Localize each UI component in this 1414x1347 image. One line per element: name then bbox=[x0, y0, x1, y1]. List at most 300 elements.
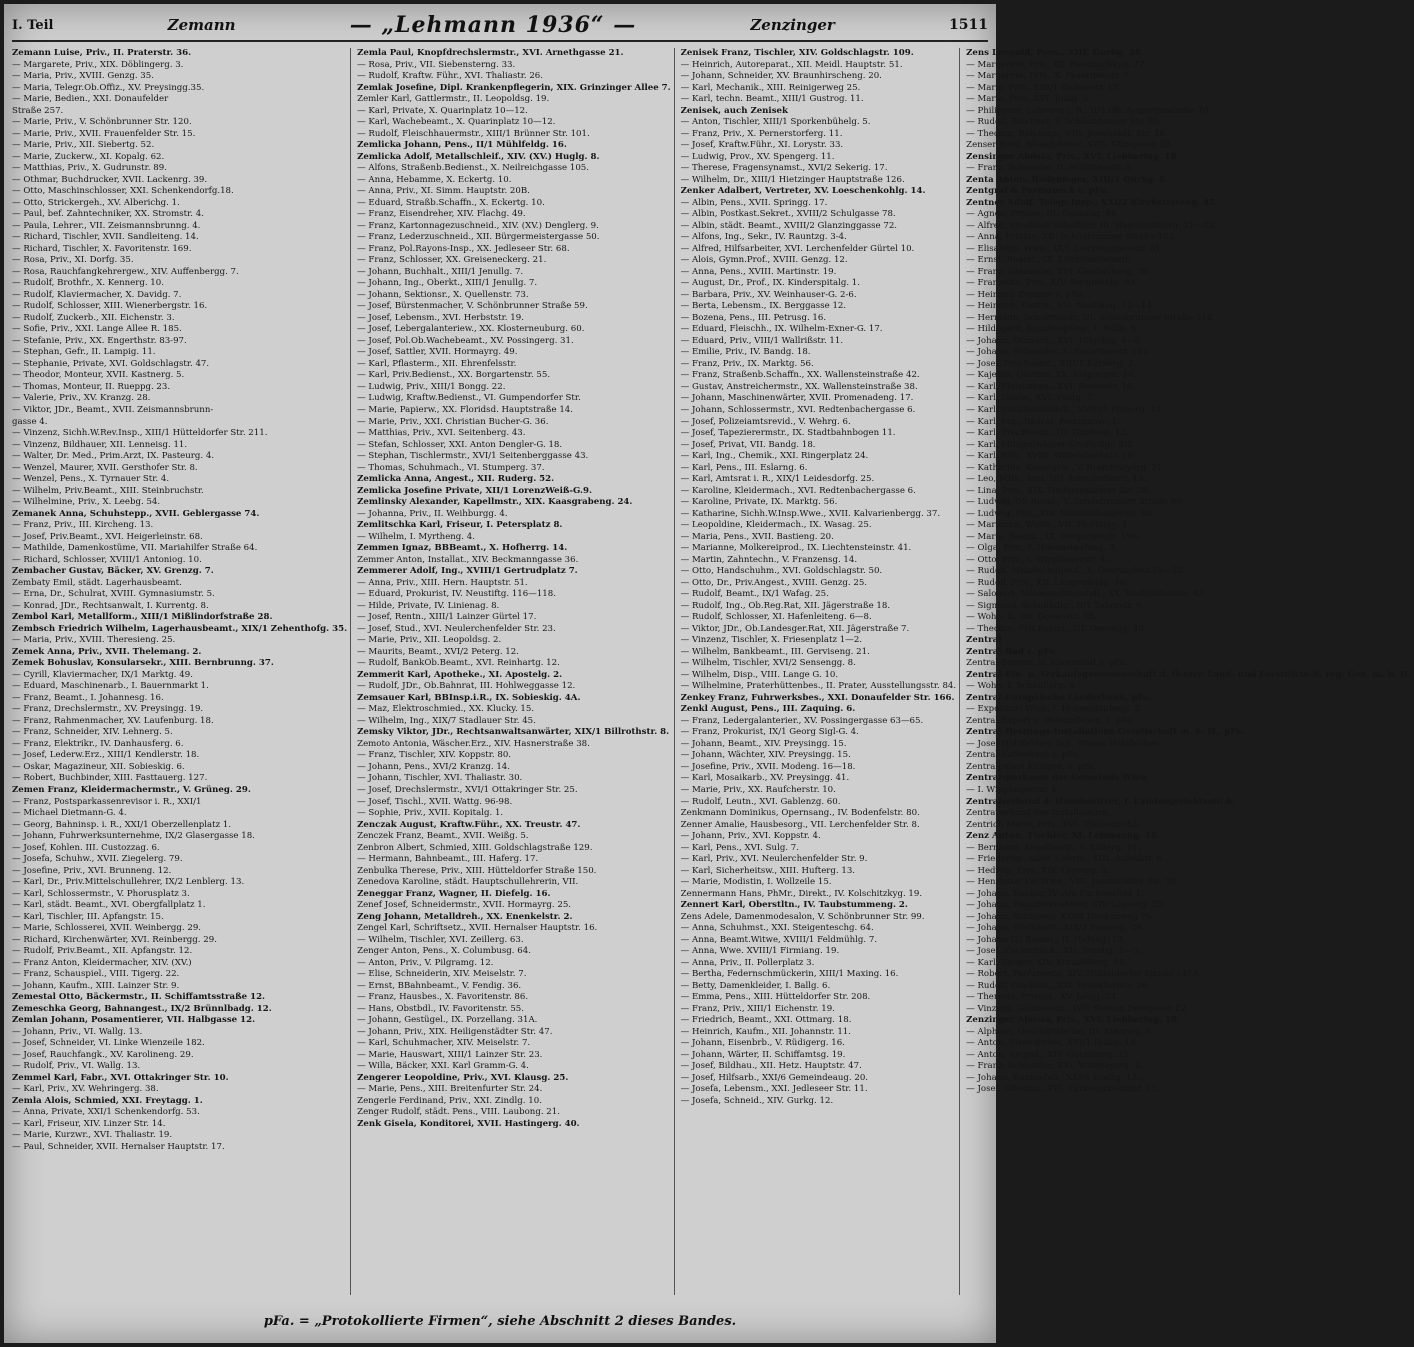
directory-entry: — Heinrich, Kaufm., VII. Neubaug. 12—14. bbox=[966, 301, 1155, 312]
directory-entry-head: Zemsky Viktor, JDr., Rechtsanwaltsanwärter, XIX/1 Billrothstr. 8. bbox=[357, 727, 670, 738]
directory-entry: — Georg, Bahninsp. i. R., XXI/1 Oberzellenplatz 1. bbox=[12, 819, 232, 830]
directory-entry: — Theodor, Ran.Insp., VIII. Josefstädt. Str. 16. bbox=[966, 128, 1168, 139]
directory-entry: — Elise, Schneiderin, XIV. Meiselstr. 7. bbox=[357, 969, 527, 980]
directory-entry: — Karl, Priv., XV. Wehringerg. 38. bbox=[12, 1084, 159, 1095]
directory-entry-head: Zenz Anton, Tischler, XI. Lehmanng. 16. bbox=[966, 831, 1160, 842]
directory-entry: — Karl, Priv.Beamt., III. Guldeng. 12. bbox=[966, 428, 1129, 439]
directory-entry: — Ernst, Beamt., IX. Liechtensteinstr. bbox=[966, 255, 1131, 266]
directory-entry-head: Zemek Bohuslav, Konsularsekr., XIII. Bernbrunng. 37. bbox=[12, 658, 274, 669]
directory-entry: — Karl, Pens., III. Eslarng. 6. bbox=[680, 462, 808, 473]
first-entry-guide-word: Zemann bbox=[167, 16, 236, 34]
directory-entry: — Erna, Dr., Schulrat, XVIII. Gymnasiumstr. 5. bbox=[12, 589, 215, 600]
directory-entry: — Josef, Bürstenmacher, V. Schönbrunner Straße 59. bbox=[357, 301, 588, 312]
directory-entry: — Margarete, Priv., X. Favoritenstr. 7. bbox=[966, 71, 1132, 82]
directory-entry: — Rudolf, Beamt., IX/1 Wafag. 25. bbox=[680, 589, 829, 600]
directory-entry: — Alfons, Ing., Sekr., IV. Rauntzg. 3-4. bbox=[680, 232, 847, 243]
directory-entry: — Kajetan, Gärtner, XX. Kolpingstr. 18. bbox=[966, 370, 1137, 381]
directory-entry: — Karl, Priv.Bedienst., XX. Borgartenstr. 55. bbox=[357, 370, 551, 381]
directory-entry: — Othmar, Buchdrucker, XVII. Lackenrg. 39. bbox=[12, 174, 208, 185]
directory-entry: — Johann, Eisenbrb., V. Rüdigerg. 16. bbox=[680, 1038, 845, 1049]
directory-entry: — Rudolf, Klaviermacher, X. Davidg. 7. bbox=[12, 289, 182, 300]
directory-entry: — Otto, Handschuhm., XVI. Goldschlagstr. 50. bbox=[680, 566, 883, 577]
directory-entry: — Otto, Dr., Priv.Angest., XVIII. Genzg. 25. bbox=[680, 577, 868, 588]
directory-entry: — Josef, Schneider, VI. Linke Wienzeile 182. bbox=[12, 1038, 205, 1049]
directory-entry: — Bozena, Pens., III. Petrusg. 16. bbox=[680, 312, 827, 323]
entry-columns bbox=[12, 48, 1411, 1295]
directory-entry: — Franz, Priv., XIII/1 Eichenstr. 19. bbox=[680, 1003, 835, 1014]
directory-entry: — Johanna, Priv., II. Weihburgg. 4. bbox=[357, 508, 508, 519]
directory-entry: — Rudolf, Glasbläs., XXI. Frankfurtstr. 26. bbox=[966, 980, 1150, 991]
directory-entry: — Marie, Priv., XII. Leopoldsg. 2. bbox=[357, 635, 502, 646]
directory-entry: — Marie, Modistin, I. Wollzeile 15. bbox=[680, 877, 832, 888]
directory-entry: — Maria, Priv., XVIII. Theresieng. 25. bbox=[12, 635, 176, 646]
directory-entry: — Willa, Bäcker, XXI. Karl Gramm-G. 4. bbox=[357, 1061, 529, 1072]
directory-entry: — Wilhelm, Disp., VIII. Lange G. 10. bbox=[680, 669, 839, 680]
directory-entry: — Karl, Schlossermstr., V. Phorusplatz 3. bbox=[12, 888, 190, 899]
directory-entry-head: Zens Leopold, Pens., XIII. Gurkg. 28. bbox=[966, 48, 1144, 58]
directory-entry-head: Zemlinsky Alexander, Kapellmstr., XIX. Kaasgrabeng. 24. bbox=[357, 497, 633, 508]
column-1 bbox=[12, 48, 351, 1295]
directory-entry-head: Zenk Gisela, Konditorei, XVII. Hastingerg. 40. bbox=[357, 1118, 580, 1129]
directory-entry: — Konrad, JDr., Rechtsanwalt, I. Kurrentg. 8. bbox=[12, 600, 209, 611]
directory-entry: — Oskar, Magazineur, XII. Sobieskig. 6. bbox=[12, 761, 185, 772]
directory-entry: — Ludwig, Priv., XIII/1 Bongg. 22. bbox=[357, 381, 506, 392]
directory-entry: — Richard, Kirchenwärter, XVI. Reinbergg. 29. bbox=[12, 934, 217, 945]
directory-entry: — Karl, Installationsleit., XVIII/1 Plenerg. 11. bbox=[966, 404, 1164, 415]
directory-entry: — Anna, Beamt.Witwe, XVIII/1 Feldmühlg. 7. bbox=[680, 934, 878, 945]
directory-entry: — Otto, Maschinschlosser, XXI. Schenkendorfg.18. bbox=[12, 186, 234, 197]
directory-entry: — Franz, Postsparkassenrevisor i. R., XXI/1 bbox=[12, 796, 202, 807]
directory-entry: — Johann, Tischler, XVI. Thaliastr. 30. bbox=[357, 773, 523, 784]
directory-entry-head: Zensinger Aloisia, Priv., XVI. Liebhartsg. 18. bbox=[966, 151, 1180, 162]
directory-entry: — Emma, Pens., XIII. Hütteldorfer Str. 208. bbox=[680, 992, 871, 1003]
directory-page bbox=[4, 4, 1411, 1343]
directory-entry: — Johann, Buchhalt., XIII/1 Jenullg. 7. bbox=[357, 266, 524, 277]
directory-entry: — Eduard, Fleischh., IX. Wilhelm-Exner-G. 17. bbox=[680, 324, 883, 335]
directory-entry: — Hermann, Bahnbeamt., III. Haferg. 17. bbox=[357, 854, 539, 865]
directory-entry: — Henriette, Dir.Wwe., VIII. Josefstädter Str. 70. bbox=[966, 877, 1179, 888]
directory-entry: — Rudolf, Kraftw. Führ., XVI. Thaliastr. 26. bbox=[357, 71, 544, 82]
directory-entry: — Maria, Priv., XVI. Justg. 5. bbox=[966, 94, 1091, 105]
directory-entry: — Johann, Werkmstr., XIX/2 Panzerg. 29. bbox=[966, 923, 1145, 934]
directory-entry: — Sofie, Priv., XXI. Lange Allee R. 185. bbox=[12, 324, 182, 335]
directory-entry: — Franz, Prokurist, IX/1 Georg Sigl-G. 4. bbox=[680, 727, 859, 738]
directory-entry-head: Zenta Anton, Bodenleger, XIII/1 Gurkg. 6. bbox=[966, 174, 1169, 185]
directory-entry: — Johann, Priv., XIX. Heiligenstädter Str. 47. bbox=[357, 1026, 553, 1037]
directory-entry: — Josefa, Schuhw., XVII. Ziegelerg. 79. bbox=[12, 854, 183, 865]
directory-entry-head: Zemmen Ignaz, BBBeamt., X. Hofherrg. 14. bbox=[357, 543, 568, 554]
directory-entry: — Wohn. II. Ob. Donaustr. 3B. bbox=[966, 612, 1097, 623]
directory-entry-head: Zenisek, auch Zenisek bbox=[680, 105, 788, 116]
directory-entry: — Wilhelm, Dr., XIII/1 Hietzinger Hauptstraße 126. bbox=[680, 174, 905, 185]
directory-entry-head: Zenkl August, Pens., III. Zaquing. 6. bbox=[680, 704, 856, 715]
page-header bbox=[12, 10, 988, 42]
directory-entry: Zenbron Albert, Schmied, XIII. Goldschlagstraße 129. bbox=[357, 842, 593, 853]
directory-entry: — Ernst, BBahnbeamt., V. Fendig. 36. bbox=[357, 980, 522, 991]
directory-entry: — Therese, Fragensynamst., XVI/2 Sekerig. 17. bbox=[680, 163, 888, 174]
directory-entry: — Josef, Drechslermstr., XVI/1 Ottakringer Str. 25. bbox=[357, 785, 578, 795]
directory-entry: — Josef, Tapezierermstr., IX. Stadtbahnbogen 11. bbox=[680, 428, 896, 439]
directory-entry: — Karl, Sicherheitsw., XIII. Hufterg. 13. bbox=[680, 865, 856, 876]
directory-entry: — Karoline, Kleidermach., XVI. Redtenbachergasse 6. bbox=[680, 485, 916, 496]
directory-entry-head: Zengerer Leopoldine, Priv., XVI. Klausg. 25. bbox=[357, 1072, 569, 1083]
running-title: — „Lehmann 1936“ — bbox=[349, 12, 637, 38]
directory-entry: — Josefa, Schneid., XIV. Gurkg. 12. bbox=[680, 1095, 834, 1106]
directory-entry-head: Zemestal Otto, Bäckermstr., II. Schiffamtsstraße 12. bbox=[12, 992, 266, 1003]
directory-entry: — Josef, Bildhau., XII. Hetz. Hauptstr. 47. bbox=[680, 1061, 862, 1072]
directory-entry: — Rudolf, Schlosser, XIII. Wienerbergstr. 16. bbox=[12, 301, 208, 312]
directory-entry-head: Zenker Adalbert, Vertreter, XV. Loeschenkohlg. 14. bbox=[680, 186, 926, 197]
directory-entry: — Michael Dietmann-G. 4. bbox=[12, 808, 127, 819]
directory-entry: — Expositur: Wien, I. Hohenstaufeng. 3. bbox=[966, 704, 1142, 715]
directory-entry: — Marianne, Molkereiprod., IX. Liechtensteinstr. 41. bbox=[680, 543, 912, 554]
directory-entry: Zengel Karl, Schriftsetz., XVII. Hernalser Hauptstr. 16. bbox=[357, 923, 598, 934]
last-entry-guide-word: Zenzinger bbox=[750, 16, 835, 34]
directory-entry: — Marie, Priv., XXI. Christian Bucher-G. 36. bbox=[357, 416, 549, 427]
directory-entry: — Katharine, Sichh.W.Insp.Wwe., XVII. Kalvarienbergg. 37. bbox=[680, 508, 941, 519]
directory-entry: — Agnes, Private, III. Geusaug. 46. bbox=[966, 209, 1120, 220]
directory-entry-head: Zemmel Karl, Fabr., XVI. Ottakringer Str. 10. bbox=[12, 1072, 229, 1083]
directory-entry: Zemoto Antonia, Wäscher.Erz., XIV. Hasnerstraße 38. bbox=[357, 738, 590, 749]
directory-entry: — Franz, Pol.Rayons-Insp., XX. Jedleseer Str. 68. bbox=[357, 243, 570, 254]
directory-entry: — Anton, Angest., XIV. Gutmanng. 11. bbox=[966, 1049, 1132, 1060]
directory-entry: — Marie, Schlosserei, XVII. Weinbergg. 29. bbox=[12, 923, 202, 934]
directory-entry: — Barbara, Priv., XV. Weinhauser-G. 2-6. bbox=[680, 289, 857, 300]
directory-entry: — Theodor, Monteur, XVII. Kastnerg. 5. bbox=[12, 370, 185, 381]
directory-entry: — Franz, Glasmaler, XVI. Gaullacherg. 38. bbox=[966, 266, 1151, 277]
directory-entry: — Franz, Hausbes., X. Favoritenstr. 86. bbox=[357, 992, 529, 1003]
directory-entry-head: Zemla Paul, Knopfdrechslermstr., XVI. Arnethgasse 21. bbox=[357, 48, 624, 58]
directory-entry: Zentralpalast Kinoges. s. pFa. bbox=[966, 761, 1097, 772]
directory-entry: — Franz Anton, Kleidermacher, XIV. (XV.) bbox=[12, 957, 192, 968]
directory-entry-head: Zenzinger Aloisia, Priv., XVI. Liebhartsg. 18. bbox=[966, 1015, 1180, 1026]
directory-entry-head: Zemlicka Josefine Private, XII/1 LorenzWeiß-G.9. bbox=[357, 485, 592, 496]
directory-entry: Zentral-Kaffeehaus s. pFa. bbox=[966, 750, 1081, 761]
directory-entry: — Albin, Postkast.Sekret., XVIII/2 Schulgasse 78. bbox=[680, 209, 896, 220]
directory-entry: — Rosa, Priv., VII. Siebensterng. 33. bbox=[357, 59, 516, 70]
directory-entry: — Johann, Ing., Oberkt., XIII/1 Jenullg. 7. bbox=[357, 278, 538, 289]
directory-entry: Zenser Josef, Blasausfeher, XVII. Gilmgasse 30. bbox=[966, 140, 1173, 151]
directory-entry: — Franz, Straßenb.Schaffn., XX. Wallensteinstraße 42. bbox=[680, 370, 920, 381]
directory-entry: — Marie, Kurzwr., XVI. Thaliastr. 19. bbox=[12, 1130, 173, 1141]
directory-entry: — Johann, Priv., VI. Wallg. 13. bbox=[12, 1026, 143, 1037]
directory-entry: — Alfons, Straßenb.Bedienst., X. Neilreichgasse 105. bbox=[357, 163, 590, 174]
directory-entry: — Eduard, Priv., VIII/1 Wallrißstr. 11. bbox=[680, 335, 844, 346]
directory-entry-head: Zemek Anna, Priv., XVII. Thelemang. 2. bbox=[12, 646, 202, 657]
directory-entry: gasse 4. bbox=[12, 416, 48, 427]
directory-entry: — Johann, Bäcker, IV. Am Fuchsenfeld 1. bbox=[966, 888, 1144, 899]
directory-entry: — Viktor, JDr., Beamt., XVII. Zeismannsbrunn- bbox=[12, 404, 214, 415]
directory-entry-head: Zentral bbox=[966, 635, 1002, 646]
directory-entry: — Wohn. I. Schauflerg. 6. bbox=[966, 681, 1078, 692]
directory-entry: — Johann, Kaufm., XIII. Lainzer Str. 9. bbox=[12, 980, 180, 991]
directory-entry: — Franz, Beamt., I. Johannesg. 16. bbox=[12, 692, 164, 703]
directory-entry-head: Zenkey Franz, Fuhrwerksbes., XXI. Donaufelder Str. 166. bbox=[680, 692, 955, 703]
directory-entry: — Rudolf, Leutn., XVI. Gablenzg. 60. bbox=[680, 796, 841, 807]
directory-entry: — Marie, Priv., XII. Siebertg. 52. bbox=[12, 140, 155, 151]
directory-entry: — I. Wipplingerstr. 4. bbox=[966, 785, 1060, 795]
directory-entry: — Marie, Bedien., XXI. Donaufelder bbox=[12, 94, 169, 105]
directory-entry: — Vinzenz, Bildhauer, XII. Lenneisg. 11. bbox=[12, 439, 188, 450]
directory-entry: — Karl, Dr., Priv.Mittelschullehrer, IX/2 Lenblerg. 13. bbox=[12, 877, 245, 888]
directory-entry: — Wenzel, Maurer, XVII. Gersthofer Str. 8. bbox=[12, 462, 198, 473]
directory-entry: — Hans, Obstbdl., IV. Favoritenstr. 55. bbox=[357, 1003, 524, 1014]
directory-entry: — Ludwig, Kraftw.Bedienst., VI. Gumpendorfer Str. bbox=[357, 393, 581, 404]
directory-entry: — Leopoldine, Kleidermach., IX. Wasag. 25. bbox=[680, 520, 872, 531]
directory-entry-head: Zeneggar Franz, Wagner, II. Diefelg. 16. bbox=[357, 888, 551, 899]
directory-entry: — Salomon, Nähmaschinenhdl., XX. Wallensteinstr. 42. bbox=[966, 589, 1207, 600]
directory-entry: — Wilhelm, Tischler, XVI/2 Sensengg. 8. bbox=[680, 658, 856, 669]
directory-entry: — Friederike, städt. Lehrer., XIII. Auhofstr. 6. bbox=[966, 854, 1165, 865]
directory-entry: Zenger Rudolf, städt. Pens., VIII. Laubong. 21. bbox=[357, 1107, 560, 1118]
directory-entry: — Katharina, Kunstgew., V. Brandmayerg. 21. bbox=[966, 462, 1166, 473]
column-4 bbox=[966, 48, 1414, 1295]
directory-entry: — Johann, Kaninnfab., XXI/4 Kraftg. 12. bbox=[966, 1072, 1140, 1083]
directory-entry-head: Zentral-Bad s. pFa. bbox=[966, 646, 1058, 657]
directory-entry: — Anna, Pens., XVIII. Martinstr. 19. bbox=[680, 266, 837, 277]
directory-entry: Zenbulka Therese, Priv., XIII. Hütteldorfer Straße 150. bbox=[357, 865, 597, 876]
directory-entry: — Josef, Privat, VII. Bandg. 18. bbox=[680, 439, 816, 450]
directory-entry: — Rudolf, BankOb.Beamt., XVI. Reinhartg. 12. bbox=[357, 658, 560, 669]
directory-entry: — Eduard, Prokurist, IV. Neustiftg. 116—118. bbox=[357, 589, 556, 600]
directory-entry: Zemler Karl, Gattlermstr., II. Leopoldsg. 19. bbox=[357, 94, 550, 105]
directory-entry: — Franz, Schneider, II. Schüttaustr. 5. bbox=[966, 163, 1134, 174]
directory-entry: — Johann G., Beamt., II. Hufeng. 13. bbox=[966, 934, 1126, 945]
directory-entry: — Josef, Rauchfangk., XV. Karolineng. 29. bbox=[12, 1049, 194, 1060]
directory-entry: — Wilhelm, Tischler, XVI. Zeillerg. 63. bbox=[357, 934, 524, 945]
directory-entry: — Karl, techn. Beamt., XIII/1 Gustrog. 11. bbox=[680, 94, 864, 105]
directory-entry: — Marie, Papierw., XX. Floridsd. Hauptstraße 14. bbox=[357, 404, 573, 415]
directory-entry: — Anton, Eisendreher, XVI/1 Holzg. 18. bbox=[966, 1038, 1139, 1049]
directory-entry: — Hedwig, Priv., XIV. Leyserg. 3. bbox=[966, 865, 1110, 876]
directory-entry: — Rudolf, Zeichner, V. Schönbrunner Str. 99. bbox=[966, 117, 1162, 128]
directory-entry: — Hermann, Schuhmach., III. Schönbrunner Straße 110. bbox=[966, 312, 1216, 323]
directory-entry: — Bertha, Federnschmückerin, XIII/1 Maxing. 16. bbox=[680, 969, 899, 980]
directory-entry: — Franz, Priv., X. Pernerstorferg. 11. bbox=[680, 128, 843, 139]
directory-entry: — Rudolf, Schlosser, XI. Hafenleiteng. 6—8. bbox=[680, 612, 872, 623]
directory-entry: — Thomas, Monteur, II. Rueppg. 23. bbox=[12, 381, 171, 392]
directory-entry: — Mathilde, Damenkostüme, VII. Mariahilfer Straße 64. bbox=[12, 543, 258, 554]
directory-entry: — Heinrich, Kaufm., XII. Johannstr. 11. bbox=[680, 1026, 851, 1037]
directory-entry-head: Zemla Alois, Schmied, XXI. Freytagg. 1. bbox=[12, 1095, 203, 1106]
directory-entry: — Karl, Schuhmacher, XIV. Meiselstr. 7. bbox=[357, 1038, 531, 1049]
directory-entry: — Anna, Private, XII. Schönbrunner Straße 152. bbox=[966, 232, 1177, 243]
column-3 bbox=[681, 48, 960, 1295]
directory-entry: — Richard, Schlosser, XVIII/1 Antoniog. 10. bbox=[12, 554, 202, 565]
directory-entry: — Marie, Priv., XX. Raufcherstr. 10. bbox=[680, 785, 836, 795]
directory-entry: — Josef, Pol.Ob.Wachebeamt., XV. Possingerg. 31. bbox=[357, 335, 574, 346]
directory-entry: — Betty, Damenkleider, I. Ballg. 6. bbox=[680, 980, 831, 991]
directory-entry: — Karl, Bäcker, XIV. Kottmüllerg. 15. bbox=[966, 957, 1128, 968]
directory-entry: — Sigmund, Schuhhdlg., II/1 Taborstr. 9. bbox=[966, 600, 1145, 611]
directory-entry: — Paul, bef. Zahntechniker, XX. Stromstr. 4. bbox=[12, 209, 204, 220]
directory-entry: — Franz, Ledergalanterier., XV. Possingergasse 63—65. bbox=[680, 715, 924, 726]
directory-entry: — Karl, Mechanik., XIII. Reinigerweg 25. bbox=[680, 82, 861, 93]
directory-entry: — Josef, Rentn., XIII/1 Lainzer Gürtel 17. bbox=[357, 612, 537, 623]
directory-entry: — Johann, Dumach., XVI. Hügelsg. 4—6. bbox=[966, 335, 1143, 346]
directory-entry: — Thomas, Schuhmach., VI. Stumperg. 37. bbox=[357, 462, 545, 473]
directory-entry: — Franz, Kartonnagezuschneid., XIV. (XV.) Denglerg. 9. bbox=[357, 220, 599, 231]
directory-entry: — Josef, Kraftw.Führ., XI. Lorystr. 33. bbox=[680, 140, 844, 151]
directory-entry: — Josef, Tischl., XVII. Wattg. 96-98. bbox=[357, 796, 513, 807]
directory-entry: — Johann, Sektionsr., X. Quellenstr. 73. bbox=[357, 289, 529, 300]
directory-entry: — Karl, Tischler, III. Apfangstr. 15. bbox=[12, 911, 164, 922]
directory-entry: — Heinrich, Autoreparat., XII. Meidl. Hauptstr. 51. bbox=[680, 59, 903, 70]
directory-entry: — Franz, Schlosser, XX. Greiseneckerg. 21. bbox=[357, 255, 547, 266]
directory-entry: — Franz, Rahmenmacher, XV. Laufenburg. 18. bbox=[12, 715, 214, 726]
directory-entry: — Anton, Tischler, XIII/1 Sporkenbühelg. 5. bbox=[680, 117, 871, 128]
directory-entry: — Maria, Priv., XVIII. Genzg. 35. bbox=[12, 71, 154, 82]
directory-entry: — Marie, Hauswart, XIII/1 Lainzer Str. 23. bbox=[357, 1049, 543, 1060]
directory-entry-head: Zemlak Josefine, Dipl. Krankenpflegerin, XIX. Grinzinger Allee 7. bbox=[357, 82, 671, 93]
directory-entry: — Margarete, Priv., XIX. Döblingerg. 3. bbox=[12, 59, 184, 70]
directory-entry: — Karoline, Private, IX. Marktg. 56. bbox=[680, 497, 838, 508]
directory-entry: — Anton, Priv., V. Pilgramg. 12. bbox=[357, 957, 494, 968]
directory-entry-head: Zemmerer Adolf, Ing., XVIII/1 Gertrudplatz 7. bbox=[357, 566, 578, 577]
directory-entry-head: Zemlicka Johann, Pens., II/1 Mühlfeldg. 16. bbox=[357, 140, 567, 151]
directory-entry: — Maurits, Beamt., XVI/2 Peterg. 12. bbox=[357, 646, 519, 657]
directory-entry: — Karl, Ing., Baurat, Patentanw., I. bbox=[966, 416, 1119, 427]
directory-entry: — Josefine, Priv., XVII. Modeng. 16—18. bbox=[680, 761, 856, 772]
directory-entry: — Franz, Schneider, XIV. Lehnerg. 5. bbox=[12, 727, 173, 738]
directory-entry: — Theodor, Priv.Beamt., III. Geusaug. 46. bbox=[966, 623, 1147, 634]
directory-entry-head: Zemsauer Karl, BBInsp.i.R., IX. Sobieskig. 4A. bbox=[357, 692, 581, 703]
directory-entry-head: Zenczak August, Kraftw.Führ., XX. Treustr. 47. bbox=[357, 819, 581, 830]
directory-entry: — Wilhelm, Priv.Beamt., XIII. Steinbruchstr. bbox=[12, 485, 204, 496]
directory-entry: — Josefine, Priv., XVI. Brunneng. 12. bbox=[12, 865, 172, 876]
directory-entry: — Leo, MDr., Arzt, II/1 Arnezhoferstr. 1A. bbox=[966, 474, 1148, 485]
directory-entry-head: Zeng Johann, Metalldreh., XX. Enenkelstr. 2. bbox=[357, 911, 573, 922]
directory-entry: — Rudolf, Priv., XII. Längenfeldg. 16. bbox=[966, 577, 1128, 588]
directory-entry: Zenef Josef, Schneidermstr., XVII. Hormayrg. 25. bbox=[357, 900, 572, 911]
directory-entry: — Elisabeth, Wwe., IX/1 Liechtensteinstr. 81. bbox=[966, 243, 1164, 254]
directory-entry: — Karl, Ing., Chemik., XXI. Ringerplatz 24. bbox=[680, 451, 869, 462]
directory-entry: — Josef, Sattler, XVII. Hormayrg. 49. bbox=[357, 347, 518, 358]
directory-entry: — Johann, Schlosser, XXI/4 Heckenweg 76. bbox=[966, 911, 1155, 922]
directory-entry: Zentrich Marie, Priv., XVI. Thaliastr. 83. bbox=[966, 819, 1141, 830]
directory-entry: — Karl, Pflasterm., XII. Ehrenfelsstr. bbox=[357, 358, 517, 369]
directory-entry: — Margarete, Priv., III. Rasumofskyg. 27. bbox=[966, 59, 1147, 70]
directory-entry-head: Zennert Karl, Oberstltn., IV. Taubstummeng. 2. bbox=[680, 900, 908, 911]
directory-entry: — Maria, Beamt., IX. Borgartenstr. 196. bbox=[966, 531, 1141, 542]
directory-entry: — Marie, Zuckerw., XI. Kopalg. 62. bbox=[12, 151, 165, 162]
directory-entry: — Rudolf, JDr., Ob.Bahnrat, III. Hohlweggasse 12. bbox=[357, 681, 576, 692]
directory-entry: — Rudolf, Fleischhauermstr., XIII/1 Brünner Str. 101. bbox=[357, 128, 590, 139]
directory-entry: — Karl, Fleischhau., XVI. Rosenstr. 16. bbox=[966, 381, 1136, 392]
directory-entry: — Walter, Dr. Med., Prim.Arzt, IX. Pasteurg. 4. bbox=[12, 451, 215, 462]
directory-entry: — Viktor, JDr., Ob.Landesger.Rat, XII. Jägerstraße 7. bbox=[680, 623, 910, 634]
directory-entry-head: Zentral-Europäische Länderbank, pFa. bbox=[966, 692, 1152, 703]
directory-entry: — Johann, Maschinenwärter, XVII. Promenadeng. 17. bbox=[680, 393, 914, 404]
directory-entry: — Rudolf, Brothfr., X. Kennerg. 10. bbox=[12, 278, 164, 289]
directory-entry: Zemmer Anton, Installat., XIV. Beckmanngasse 36. bbox=[357, 554, 579, 565]
directory-entry: — Alois, Gymn.Prof., XVIII. Genzg. 12. bbox=[680, 255, 848, 266]
directory-entry: — Vinzenz, Tischler, X. Friesenplatz 1—2. bbox=[680, 635, 863, 646]
directory-entry: — Albin, Pens., XVII. Springg. 17. bbox=[680, 197, 828, 208]
directory-entry: — Albin, städt. Beamt., XVIII/2 Glanzinggasse 72. bbox=[680, 220, 898, 231]
directory-entry: — Olga, Priv., I. Hohenstaufeng. 3. bbox=[966, 543, 1118, 554]
directory-entry: — Karl, Wachebeamt., X. Quarinplatz 10—12. bbox=[357, 117, 556, 128]
directory-entry: — Eduard, Maschinenarb., I. Bauernmarkt 1. bbox=[12, 681, 209, 692]
directory-entry: — Karl, Priv., XVIII. Wittelsbachstr. 18. bbox=[966, 451, 1136, 462]
directory-entry: Straße 257. bbox=[12, 105, 64, 116]
directory-entry: — Karl, Pens., XVI. Sulg. 7. bbox=[680, 842, 799, 853]
directory-entry-head: Zemlicka Adolf, Metallschleif., XIV. (XV.) Huglg. 8. bbox=[357, 151, 600, 162]
directory-entry: Zentraverband der Installateure. bbox=[966, 808, 1110, 819]
directory-entry: — Hilde, Private, IV. Linienag. 8. bbox=[357, 600, 500, 611]
directory-entry: — Richard, Tischler, XVII. Sandleiteng. 14. bbox=[12, 232, 199, 243]
directory-entry: — Otto, Priv., I. Wipplingerstr. 4. bbox=[966, 554, 1109, 565]
directory-entry-head: Zemlan Johann, Posamentierer, VII. Halbgasse 12. bbox=[12, 1015, 256, 1026]
directory-entry: — Wilhelmine, Praterhüttenbes., II. Prater, Ausstellungsstr. 84. bbox=[680, 681, 957, 692]
directory-entry: Zentral-Export u. Rohstoff-Gen. s. pFa. bbox=[966, 715, 1135, 726]
directory-entry: — Marie, Priv., V. Schönbrunner Str. 120. bbox=[12, 117, 192, 128]
directory-entry: — Stephan, Tischlermstr., XVI/1 Seitenberggasse 43. bbox=[357, 451, 589, 462]
directory-entry: — Cyrill, Klaviermacher, IX/1 Marktg. 49. bbox=[12, 669, 193, 680]
directory-entry-head: Zentral-Ein- u. Verkaufsgenossenschaft d. Österr. Land- und Forstwirtsch. reg. Gen. m. b. H. bbox=[966, 669, 1411, 680]
directory-entry: — Wilhelm, Ing., XIX/7 Stadlauer Str. 45. bbox=[357, 715, 536, 726]
directory-entry: Zens Adele, Damenmodesalon, V. Schönbrunner Str. 99. bbox=[680, 911, 925, 922]
directory-entry: Zentral-Bureau, II. Kuranstalt s. pFa. bbox=[966, 658, 1128, 669]
directory-entry: — Anna, Priv., XIII. Hern. Hauptstr. 51. bbox=[357, 577, 528, 588]
directory-entry: — Rudolf, Mittelschulprof., X. Quarinplatz 10—12. bbox=[966, 566, 1186, 577]
directory-entry: — Karl, Mineralwässer-Großhdlg., XII. bbox=[966, 439, 1134, 450]
directory-entry: — Eduard, Straßb.Schaffn., X. Eckertg. 10. bbox=[357, 197, 545, 208]
directory-entry: — Robert, Buchbinder, XIII. Fasttauerg. 127. bbox=[12, 773, 208, 784]
directory-entry: — Josef, Lederw.Erz., XIII/1 Kendlerstr. 18. bbox=[12, 750, 200, 761]
directory-entry: — Karl, Mosaikarb., XV. Preysingg. 41. bbox=[680, 773, 850, 784]
directory-entry: — Sophie, Priv., XVII. Kopitalg. 1. bbox=[357, 808, 504, 819]
directory-entry: — Josef, Stud., XVI. Neulerchenfelder Str. 23. bbox=[357, 623, 556, 634]
directory-entry-head: Zentral-Heizungs-Installations-Gesellschaft m. b. H., pFa. bbox=[966, 727, 1245, 738]
directory-entry: — Franz, Eisendreher, XIV. Flachg. 49. bbox=[357, 209, 526, 220]
directory-entry: — Friedrich, Beamt., XXI. Ottmarg. 18. bbox=[680, 1015, 852, 1026]
directory-entry: — Rudolf, Priv.Beamt., XII. Apfangstr. 12. bbox=[12, 946, 193, 957]
page-number: 1511 bbox=[948, 17, 988, 33]
directory-entry: — Karl, Private, X. Quarinplatz 10—12. bbox=[357, 105, 528, 116]
directory-entry: — Josef, Zuckerbäck., XII. Rumbg. 1—3. bbox=[966, 946, 1141, 957]
directory-entry: — Josef, Kohlen. III. Custozzag. 6. bbox=[12, 842, 160, 853]
directory-entry: Zenner Amalie, Hausbesorg., VII. Lerchenfelder Str. 8. bbox=[680, 819, 920, 830]
directory-entry-head: Zembsch Friedrich Wilhelm, Lagerhausbeamt., XIX/1 Zehenthofg. 35. bbox=[12, 623, 348, 634]
directory-entry: — Marie, Priv., XVII. Frauenfelder Str. 15. bbox=[12, 128, 196, 139]
directory-entry: — Karl, Friseur, XIV. Linzer Str. 14. bbox=[12, 1118, 166, 1129]
directory-entry: — August, Dr., Prof., IX. Kinderspitalg. 1. bbox=[680, 278, 860, 289]
directory-entry: — Berta, Lebensm., IX. Berggasse 12. bbox=[680, 301, 847, 312]
directory-entry: — Anna, Hebamme, X. Eckertg. 10. bbox=[357, 174, 512, 185]
directory-entry: — Stephanie, Private, XVI. Goldschlagstr. 47. bbox=[12, 358, 210, 369]
directory-entry: — Karl, Gastw., XVI. Festg. 7. bbox=[966, 393, 1095, 404]
directory-entry: Zenkmann Dominikus, Opernsang., IV. Bodenfelstr. 80. bbox=[680, 808, 920, 819]
directory-entry: — Franz, Schauspiel., VIII. Tigerg. 22. bbox=[12, 969, 180, 980]
directory-entry: — Josef, BBeamt., XVI. Türkenschanzstr. 15. bbox=[966, 1084, 1160, 1095]
directory-entry: — Johann, Bauunternehmer, XIV. Leyserg. 25. bbox=[966, 900, 1166, 911]
directory-entry: — Maria, Pens., XVII. Bastieng. 20. bbox=[680, 531, 834, 542]
directory-entry: — Wenzel, Pens., X. Tyrnauer Str. 4. bbox=[12, 474, 170, 485]
directory-entry: — Franz, Drechslermstr., XV. Preysingg. 19. bbox=[12, 704, 204, 715]
directory-entry: — Robert, Parfümerie, XIV. Hütteldorfer Straße 147A. bbox=[966, 969, 1202, 980]
directory-entry: — Josef Holzfischer, Ing., Emma Holzfischer. bbox=[966, 738, 1161, 749]
directory-entry: — Maria, Priv., XIII/1 Eichenstr. 17. bbox=[966, 82, 1122, 93]
directory-entry: — Johann, Beamt., XIV. Preysingg. 15. bbox=[680, 738, 847, 749]
directory-entry: — Anna, Priv., XI. Simm. Hauptstr. 20B. bbox=[357, 186, 530, 197]
column-2 bbox=[357, 48, 675, 1295]
directory-entry: — Maz, Elektroschmied., XX. Klucky. 15. bbox=[357, 704, 535, 715]
directory-entry: — Alfred, Straßenb.Schaffner, III. Hagenmüllerg. 21—23. bbox=[966, 220, 1217, 231]
directory-entry: — Johann, Wärter, II. Schiffamtsg. 19. bbox=[680, 1049, 846, 1060]
directory-entry: — Johann, Wächter, XIV. Preysingg. 15. bbox=[680, 750, 851, 761]
directory-entry-head: Zentner Adolf, Telegr.Insp., XXI/2 Kirchstetteng. 45. bbox=[966, 197, 1219, 208]
